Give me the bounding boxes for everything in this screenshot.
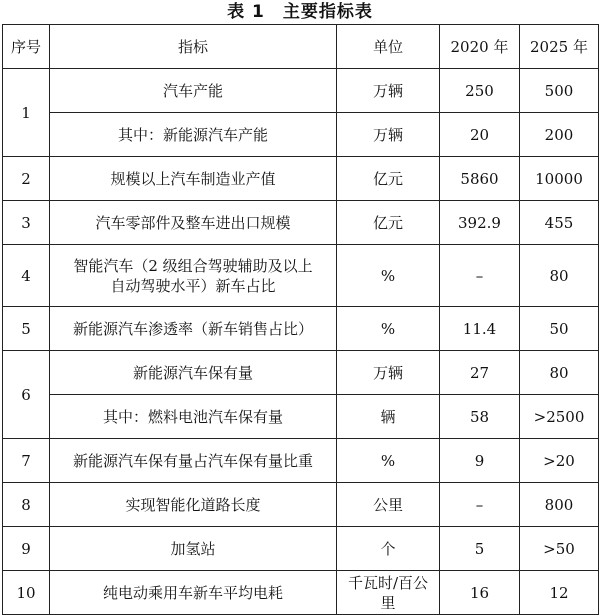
indicator-cell <box>50 245 337 307</box>
value-2020-cell: 392.9 <box>440 201 520 245</box>
table-row <box>3 527 599 571</box>
indicator-table <box>2 24 599 615</box>
indicator-cell: 加氢站 <box>50 527 337 571</box>
unit-cell: % <box>337 245 440 307</box>
table-row <box>3 245 599 307</box>
row-number: 7 <box>3 439 50 483</box>
header-2025: 2025 年 <box>520 25 599 69</box>
unit-cell: 千瓦时/百公里 <box>337 571 440 615</box>
value-2020-cell: 16 <box>440 571 520 615</box>
table-row <box>3 351 599 395</box>
value-2025-cell: >20 <box>520 439 599 483</box>
value-2025-cell: 50 <box>520 307 599 351</box>
table-row <box>3 157 599 201</box>
table-header-row <box>3 25 599 69</box>
row-number: 1 <box>3 69 50 157</box>
unit-cell: 万辆 <box>337 113 440 157</box>
unit-cell: 个 <box>337 527 440 571</box>
table-row <box>3 307 599 351</box>
header-2020: 2020 年 <box>440 25 520 69</box>
unit-cell: 万辆 <box>337 69 440 113</box>
value-2020-cell: 27 <box>440 351 520 395</box>
value-2020-cell: 250 <box>440 69 520 113</box>
header-no: 序号 <box>3 25 50 69</box>
indicator-cell: 汽车产能 <box>50 69 337 113</box>
unit-cell: 辆 <box>337 395 440 439</box>
value-2020-cell: – <box>440 245 520 307</box>
row-number: 10 <box>3 571 50 615</box>
row-number: 4 <box>3 245 50 307</box>
row-number: 5 <box>3 307 50 351</box>
row-number: 6 <box>3 351 50 439</box>
value-2025-cell: 12 <box>520 571 599 615</box>
indicator-cell: 新能源汽车渗透率（新车销售占比） <box>50 307 337 351</box>
unit-cell: 亿元 <box>337 201 440 245</box>
indicator-line-2: 自动驾驶水平）新车占比 <box>110 276 276 295</box>
value-2020-cell: 20 <box>440 113 520 157</box>
table-row <box>3 439 599 483</box>
row-number: 3 <box>3 201 50 245</box>
table-row <box>3 201 599 245</box>
table-row <box>3 395 599 439</box>
indicator-cell: 新能源汽车保有量占汽车保有量比重 <box>50 439 337 483</box>
indicator-cell: 其中：新能源汽车产能 <box>50 113 337 157</box>
value-2020-cell: 5860 <box>440 157 520 201</box>
unit-cell: % <box>337 439 440 483</box>
value-2025-cell: 800 <box>520 483 599 527</box>
value-2020-cell: 11.4 <box>440 307 520 351</box>
value-2020-cell: 58 <box>440 395 520 439</box>
value-2025-cell: 80 <box>520 245 599 307</box>
table-title: 表 1 主要指标表 <box>227 2 373 22</box>
table-row <box>3 113 599 157</box>
indicator-cell: 其中：燃料电池汽车保有量 <box>50 395 337 439</box>
row-number: 8 <box>3 483 50 527</box>
header-indicator: 指标 <box>50 25 337 69</box>
row-number: 9 <box>3 527 50 571</box>
indicator-cell: 规模以上汽车制造业产值 <box>50 157 337 201</box>
indicator-cell: 实现智能化道路长度 <box>50 483 337 527</box>
indicator-cell: 新能源汽车保有量 <box>50 351 337 395</box>
table-row <box>3 69 599 113</box>
value-2025-cell: 10000 <box>520 157 599 201</box>
header-unit: 单位 <box>337 25 440 69</box>
value-2020-cell: 9 <box>440 439 520 483</box>
value-2025-cell: 200 <box>520 113 599 157</box>
table-row <box>3 483 599 527</box>
unit-cell: 公里 <box>337 483 440 527</box>
value-2020-cell: 5 <box>440 527 520 571</box>
value-2025-cell: 500 <box>520 69 599 113</box>
row-number: 2 <box>3 157 50 201</box>
value-2025-cell: 80 <box>520 351 599 395</box>
unit-cell: % <box>337 307 440 351</box>
value-2020-cell: – <box>440 483 520 527</box>
unit-cell: 亿元 <box>337 157 440 201</box>
value-2025-cell: 455 <box>520 201 599 245</box>
indicator-cell: 汽车零部件及整车进出口规模 <box>50 201 337 245</box>
indicator-line-1: 智能汽车（2 级组合驾驶辅助及以上 <box>73 256 313 275</box>
indicator-cell: 纯电动乘用车新车平均电耗 <box>50 571 337 615</box>
value-2025-cell: >2500 <box>520 395 599 439</box>
value-2025-cell: >50 <box>520 527 599 571</box>
unit-cell: 万辆 <box>337 351 440 395</box>
